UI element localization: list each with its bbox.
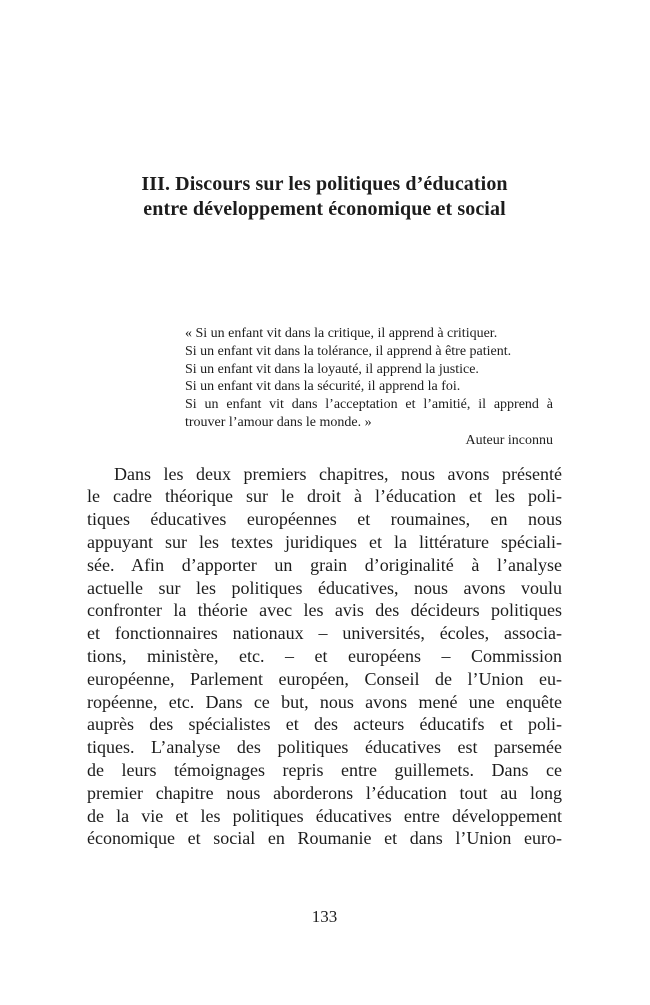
epigraph-line: Si un enfant vit dans la tolérance, il apprend à être patient. [185,343,512,359]
chapter-title-line-2: entre développement économique et social [143,198,506,220]
body-line: actuelle sur les politiques éducatives, nous avons voulu [87,577,562,598]
body-line: premier chapitre nous aborderons l’éducation tout au long [87,782,562,803]
epigraph [185,325,553,450]
body-line: le cadre théorique sur le droit à l’éducation et les poli- [87,486,562,507]
body-line: sée. Afin d’apporter un grain d’originalité à l’analyse [87,554,562,575]
body-line: et fonctionnaires nationaux – universités, écoles, associa- [87,623,562,644]
body-line: tiques éducatives européennes et roumaines, en nous [87,509,562,530]
body-line: tiques. L’analyse des politiques éducatives est parsemée [87,737,562,758]
body-line: ropéenne, etc. Dans ce but, nous avons mené une enquête [87,691,562,712]
body-line: auprès des spécialistes et des acteurs éducatifs et poli- [87,714,562,735]
text-column [87,0,562,928]
epigraph-line: « Si un enfant vit dans la critique, il apprend à critiquer. [185,326,498,341]
page-number: 133 [311,907,338,927]
page-footer [87,906,562,928]
body-line: confronter la théorie avec les avis des décideurs politiques [87,600,562,621]
epigraph-line: Si un enfant vit dans la loyauté, il apprend la justice. [185,361,479,377]
epigraph-line: Si un enfant vit dans la sécurité, il apprend la foi. [185,379,461,395]
body-line: de leurs témoignages repris entre guillemets. Dans ce [87,759,562,780]
epigraph-attribution: Auteur inconnu [465,432,553,448]
chapter-title-line-1: III. Discours sur les politiques d’éducation [141,173,508,195]
body-paragraph [87,463,562,851]
body-line: tions, ministère, etc. – et européens – Commission [87,645,562,666]
body-line: économique et social en Roumanie et dans l’Union euro- [87,828,562,849]
body-line: européenne, Parlement européen, Conseil de l’Union eu- [87,668,562,689]
body-line: Dans les deux premiers chapitres, nous avons présenté [114,463,562,484]
body-line: de la vie et les politiques éducatives entre développement [87,805,562,826]
chapter-title [87,172,562,222]
body-line: appuyant sur les textes juridiques et la littérature spéciali- [87,531,562,552]
epigraph-line: trouver l’amour dans le monde. » [185,414,372,430]
epigraph-line: Si un enfant vit dans l’acceptation et l’amitié, il apprend à [185,397,553,413]
